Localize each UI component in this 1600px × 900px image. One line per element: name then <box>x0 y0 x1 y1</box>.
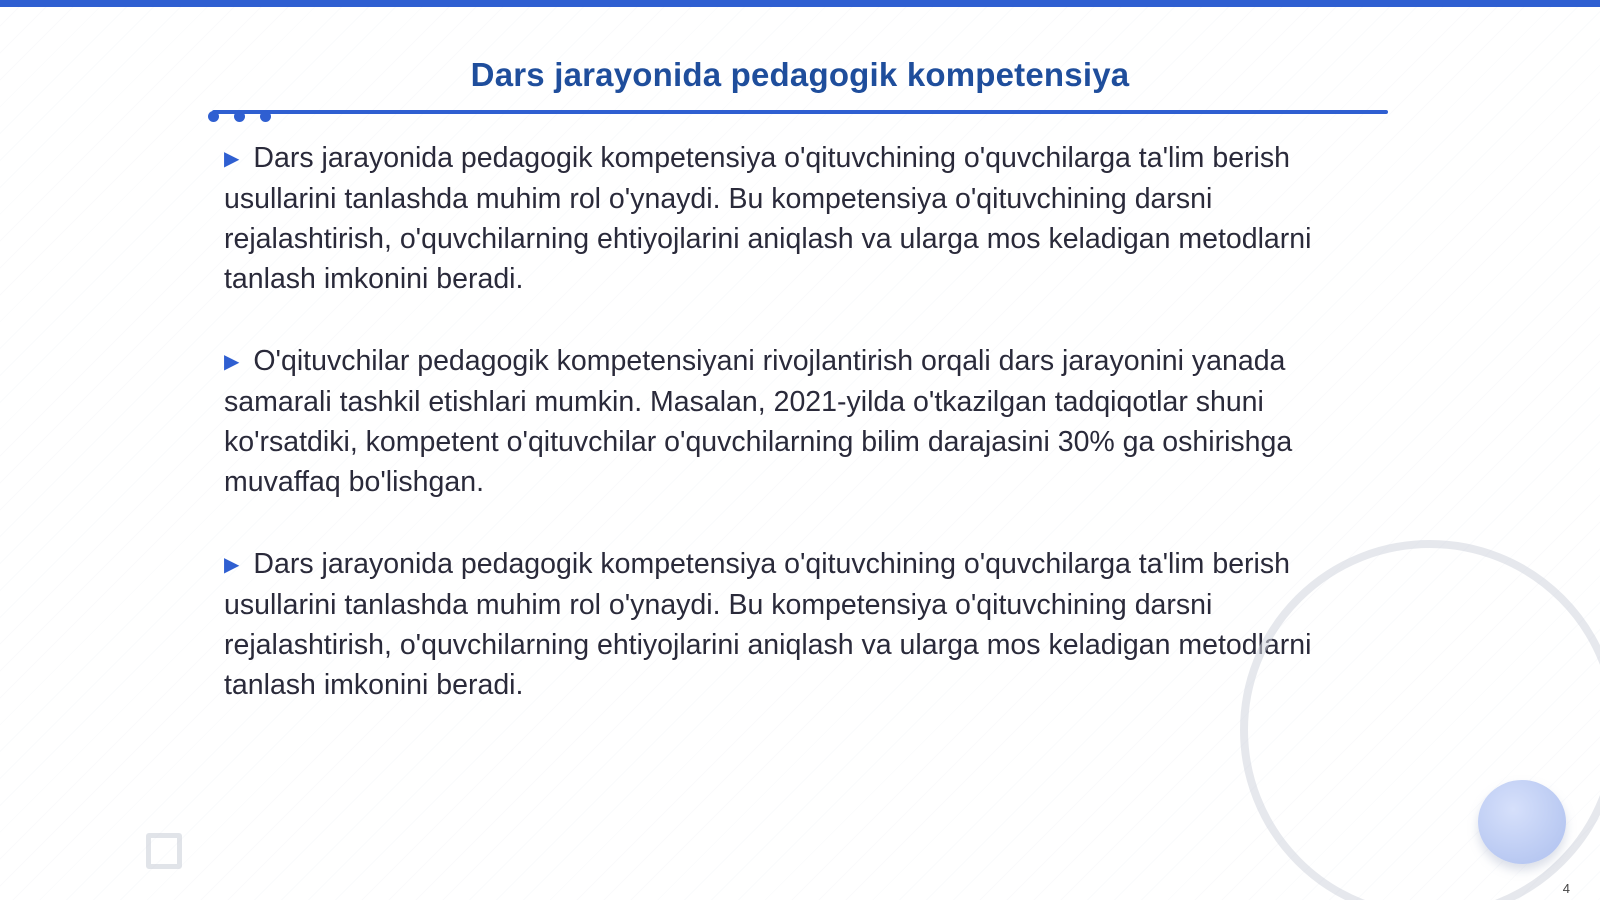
triangle-bullet-icon: ▶ <box>224 554 240 576</box>
title-underline <box>212 110 1388 114</box>
bullet-list <box>224 138 1374 747</box>
title-underline-dot <box>260 111 271 122</box>
bullet-text: O'qituvchilar pedagogik kompetensiyani rivojlantirish orqali dars jarayonini yanada samarali tashkil etishlari mumkin. Masalan, 2021-yilda o'tkazilgan tadqiqotlar shuni ko'rsatdiki, kompetent o'qituvchilar o'quvchilarning bilim darajasini 30% ga oshirishga muvaffaq bo'lishgan. <box>224 345 1293 498</box>
title-underline-dot <box>234 111 245 122</box>
bullet-text: Dars jarayonida pedagogik kompetensiya o'qituvchining o'quvchilarga ta'lim berish usullarini tanlashda muhim rol o'ynaydi. Bu kompetensiya o'qituvchining darsni rejalashtirish, o'quvchilarning ehtiyojlarini aniqlash va ularga mos keladigan metodlarni tanlash imkonini beradi. <box>224 548 1312 701</box>
bullet-item <box>224 138 1374 299</box>
triangle-bullet-icon: ▶ <box>224 351 240 373</box>
triangle-bullet-icon: ▶ <box>224 148 240 170</box>
bullet-item <box>224 544 1374 705</box>
decorative-circle <box>1478 780 1566 864</box>
decorative-square <box>146 833 182 869</box>
bullet-text: Dars jarayonida pedagogik kompetensiya o'qituvchining o'quvchilarga ta'lim berish usullarini tanlashda muhim rol o'ynaydi. Bu kompetensiya o'qituvchining darsni rejalashtirish, o'quvchilarning ehtiyojlarini aniqlash va ularga mos keladigan metodlarni tanlash imkonini beradi. <box>224 142 1312 295</box>
slide-title: Dars jarayonida pedagogik kompetensiya <box>470 56 1130 93</box>
title-underline-dot <box>208 111 219 122</box>
top-accent-bar <box>0 0 1600 7</box>
page-number: 4 <box>1562 881 1570 896</box>
bullet-item <box>224 341 1374 502</box>
